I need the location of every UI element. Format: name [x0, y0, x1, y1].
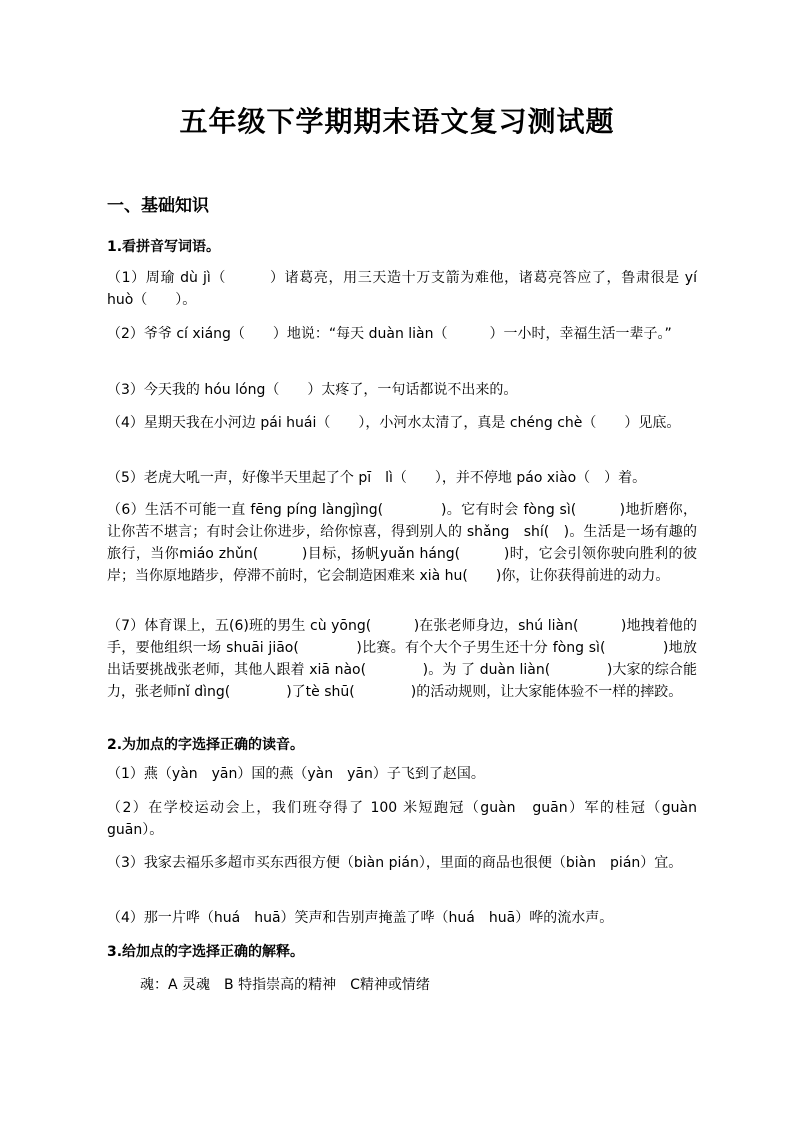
- question-1-item-6: （6）生活不可能一直 fēng píng làngjìng( )。它有时会 fòng sì( )地折磨你，让你苦不堪言；有时会让你进步，给你惊喜，得到别人的 shǎng shí( )。生活是一场有趣的旅行，当你miáo zhǔn( )目标，扬帆yuǎn háng( )时，它会引领你驶向胜利的彼岸；当你原地踏步，停滞不前时，它会制造困难来 xià hu( )你，让你获得前进的动力。: [107, 502, 697, 584]
- question-2-item-4: （4）那一片哗（huá huā）笑声和告别声掩盖了哗（huá huā）哗的流水声。: [107, 910, 614, 926]
- question-2-item-1: （1）燕（yàn yān）国的燕（yàn yān）子飞到了赵国。: [107, 766, 485, 782]
- question-1-item-1: （1）周瑜 dù jì（ ）诸葛亮，用三天造十万支箭为难他，诸葛亮答应了，鲁肃很是 yí huò（ ）。: [107, 270, 697, 308]
- question-1-item-4: （4）星期天我在小河边 pái huái（ ），小河水太清了，真是 chéng chè（ ）见底。: [107, 415, 681, 431]
- question-1-item-5: （5）老虎大吼一声，好像半天里起了个 pī lì（ ），并不停地 páo xiào（ ）着。: [107, 470, 647, 486]
- question-1-item-3: （3）今天我的 hóu lóng（ ）太疼了，一句话都说不出来的。: [107, 382, 518, 398]
- question-2-item-2: （2）在学校运动会上，我们班夺得了 100 米短跑冠（guàn guān）军的桂冠（guàn guān）。: [107, 800, 711, 838]
- section-heading-basic-knowledge: 一、基础知识: [107, 196, 209, 216]
- page-title: 五年级下学期期末语文复习测试题: [179, 105, 615, 138]
- question-2-heading: 2.为加点的字选择正确的读音。: [107, 737, 305, 753]
- question-1-heading: 1.看拼音写词语。: [107, 239, 221, 255]
- question-3-options: 魂：A 灵魂 B 特指崇高的精神 C精神或情绪: [140, 977, 430, 993]
- question-1-item-7: （7）体育课上，五(6)班的男生 cù yōng( )在张老师身边，shú liàn( )地拽着他的手，要他组织一场 shuāi jiāo( )比赛。有个大个子男生还十分 fòng sì( )地放出话要挑战张老师，其他人跟着 xiā nào( )。为 了 duàn liàn( )大家的综合能力，张老师nǐ dìng( )了tè shū( )的活动规则，让大家能体验不一样的摔跤。: [107, 618, 697, 700]
- question-2-item-3: （3）我家去福乐多超市买东西很方便（biàn pián），里面的商品也很便（biàn pián）宜。: [107, 855, 683, 871]
- question-3-heading: 3.给加点的字选择正确的解释。: [107, 944, 305, 960]
- question-1-item-2: （2）爷爷 cí xiáng（ ）地说：“每天 duàn liàn（ ）一小时，幸福生活一辈子。”: [107, 326, 672, 342]
